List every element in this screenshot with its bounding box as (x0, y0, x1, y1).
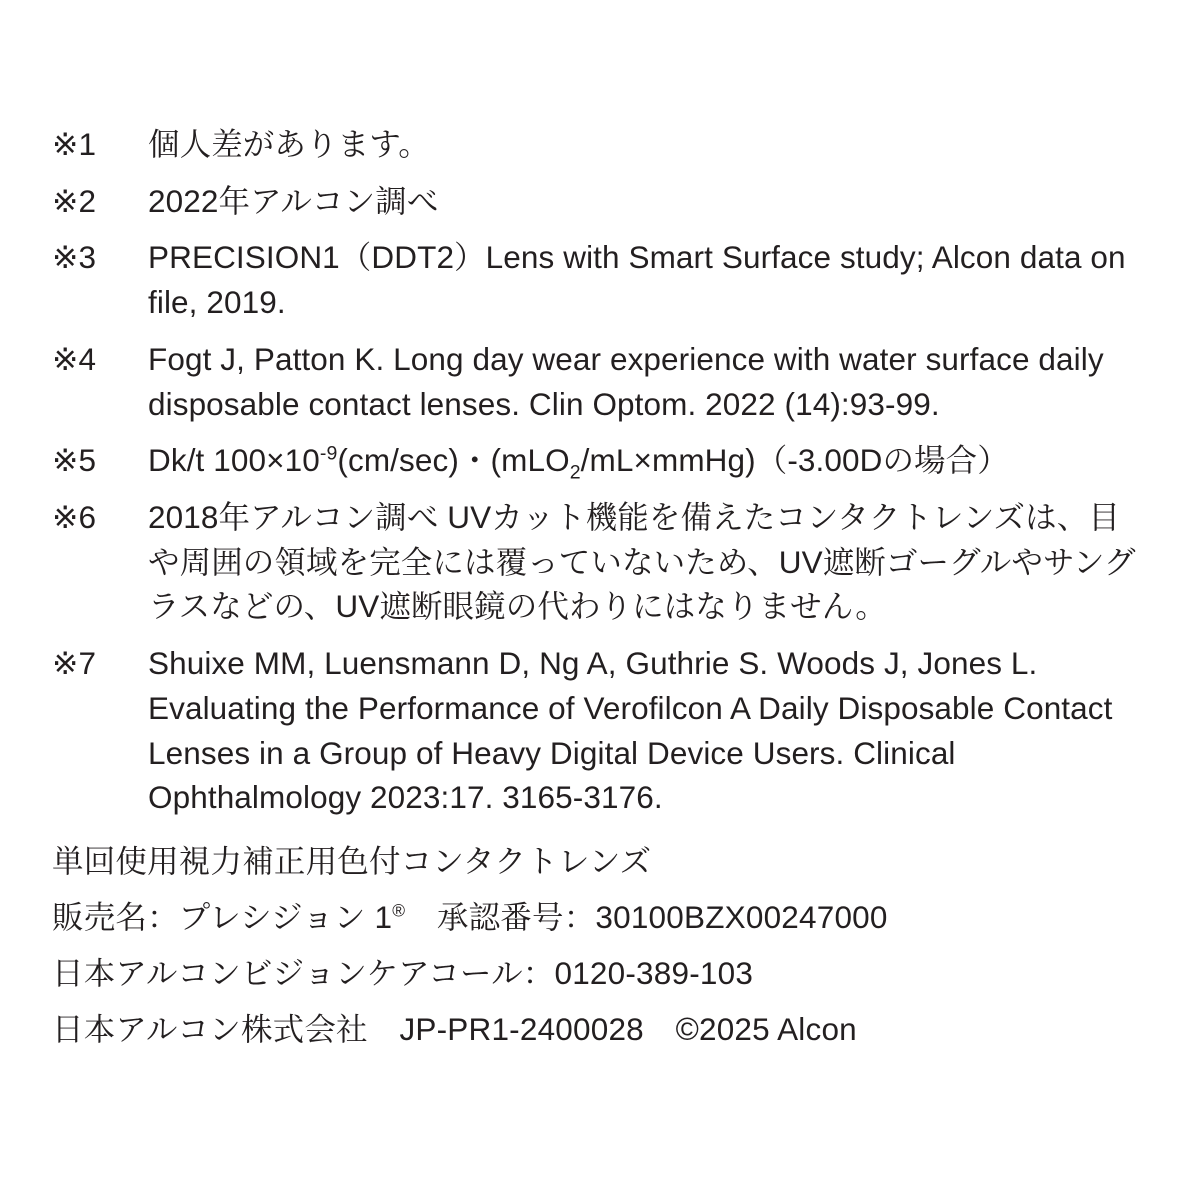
legal-block (52, 838, 1148, 1054)
product-name-approval-line (52, 894, 1148, 942)
footnote-marker: ※4 (52, 340, 97, 377)
footnote-item (52, 179, 1148, 224)
footnote-marker: ※1 (52, 126, 97, 162)
dkt-prefix: Dk/t 100×10 (148, 442, 320, 479)
footnote-text-oxygen-permeability (148, 438, 1148, 483)
dkt-mid: (cm/sec)・(mLO (337, 442, 570, 479)
footnote-marker: ※6 (52, 499, 97, 536)
footnote-item (52, 122, 1148, 167)
approval-number: 承認番号：30100BZX00247000 (405, 898, 888, 935)
dkt-suffix: /mL×mmHg)（-3.00Dの場合） (580, 442, 1009, 479)
footnote-item (52, 235, 1148, 324)
footnote-text: Fogt J, Patton K. Long day wear experience with water surface daily disposable contact lenses. Clin Optom. 2022 (14):93-99. (148, 340, 1104, 422)
footnote-text: Shuixe MM, Luensmann D, Ng A, Guthrie S. Woods J, Jones L. Evaluating the Performance of Verofilcon A Daily Disposable Contact Lenses in a Group of Heavy Digital Device Users. Clinical Ophthalmology 2023:17. 3165-3176. (148, 645, 1113, 816)
footnote-text: PRECISION1（DDT2）Lens with Smart Surface study; Alcon data on file, 2019. (148, 239, 1126, 321)
footnote-marker: ※5 (52, 442, 97, 479)
dkt-subscript: 2 (569, 461, 581, 484)
registered-trademark-icon: ® (392, 900, 406, 921)
footnote-item (52, 495, 1148, 629)
dkt-exponent: -9 (319, 442, 338, 465)
vision-care-call-line: 日本アルコンビジョンケアコール：0120-389-103 (52, 954, 754, 991)
product-category-line: 単回使用視力補正用色付コンタクトレンズ (52, 843, 652, 880)
product-name-prefix: 販売名：プレシジョン 1 (52, 898, 393, 935)
footnote-text: 2018年アルコン調べ UVカット機能を備えたコンタクトレンズは、目や周囲の領域を完全には覆っていないため、UV遮断ゴーグルやサングラスなどの、UV遮断眼鏡の代わりにはなりません。 (148, 499, 1136, 625)
footnote-item (52, 337, 1148, 426)
footnote-text: 2022年アルコン調べ (148, 182, 439, 219)
footnote-list (52, 122, 1148, 820)
footnote-marker: ※2 (52, 182, 97, 219)
company-copyright-line: 日本アルコン株式会社 JP-PR1-2400028 ©2025 Alcon (52, 1010, 857, 1047)
footnote-text: 個人差があります。 (148, 126, 430, 162)
footnote-item (52, 438, 1148, 483)
footnote-marker: ※3 (52, 239, 97, 276)
footnote-marker: ※7 (52, 645, 97, 682)
footnote-item (52, 641, 1148, 820)
